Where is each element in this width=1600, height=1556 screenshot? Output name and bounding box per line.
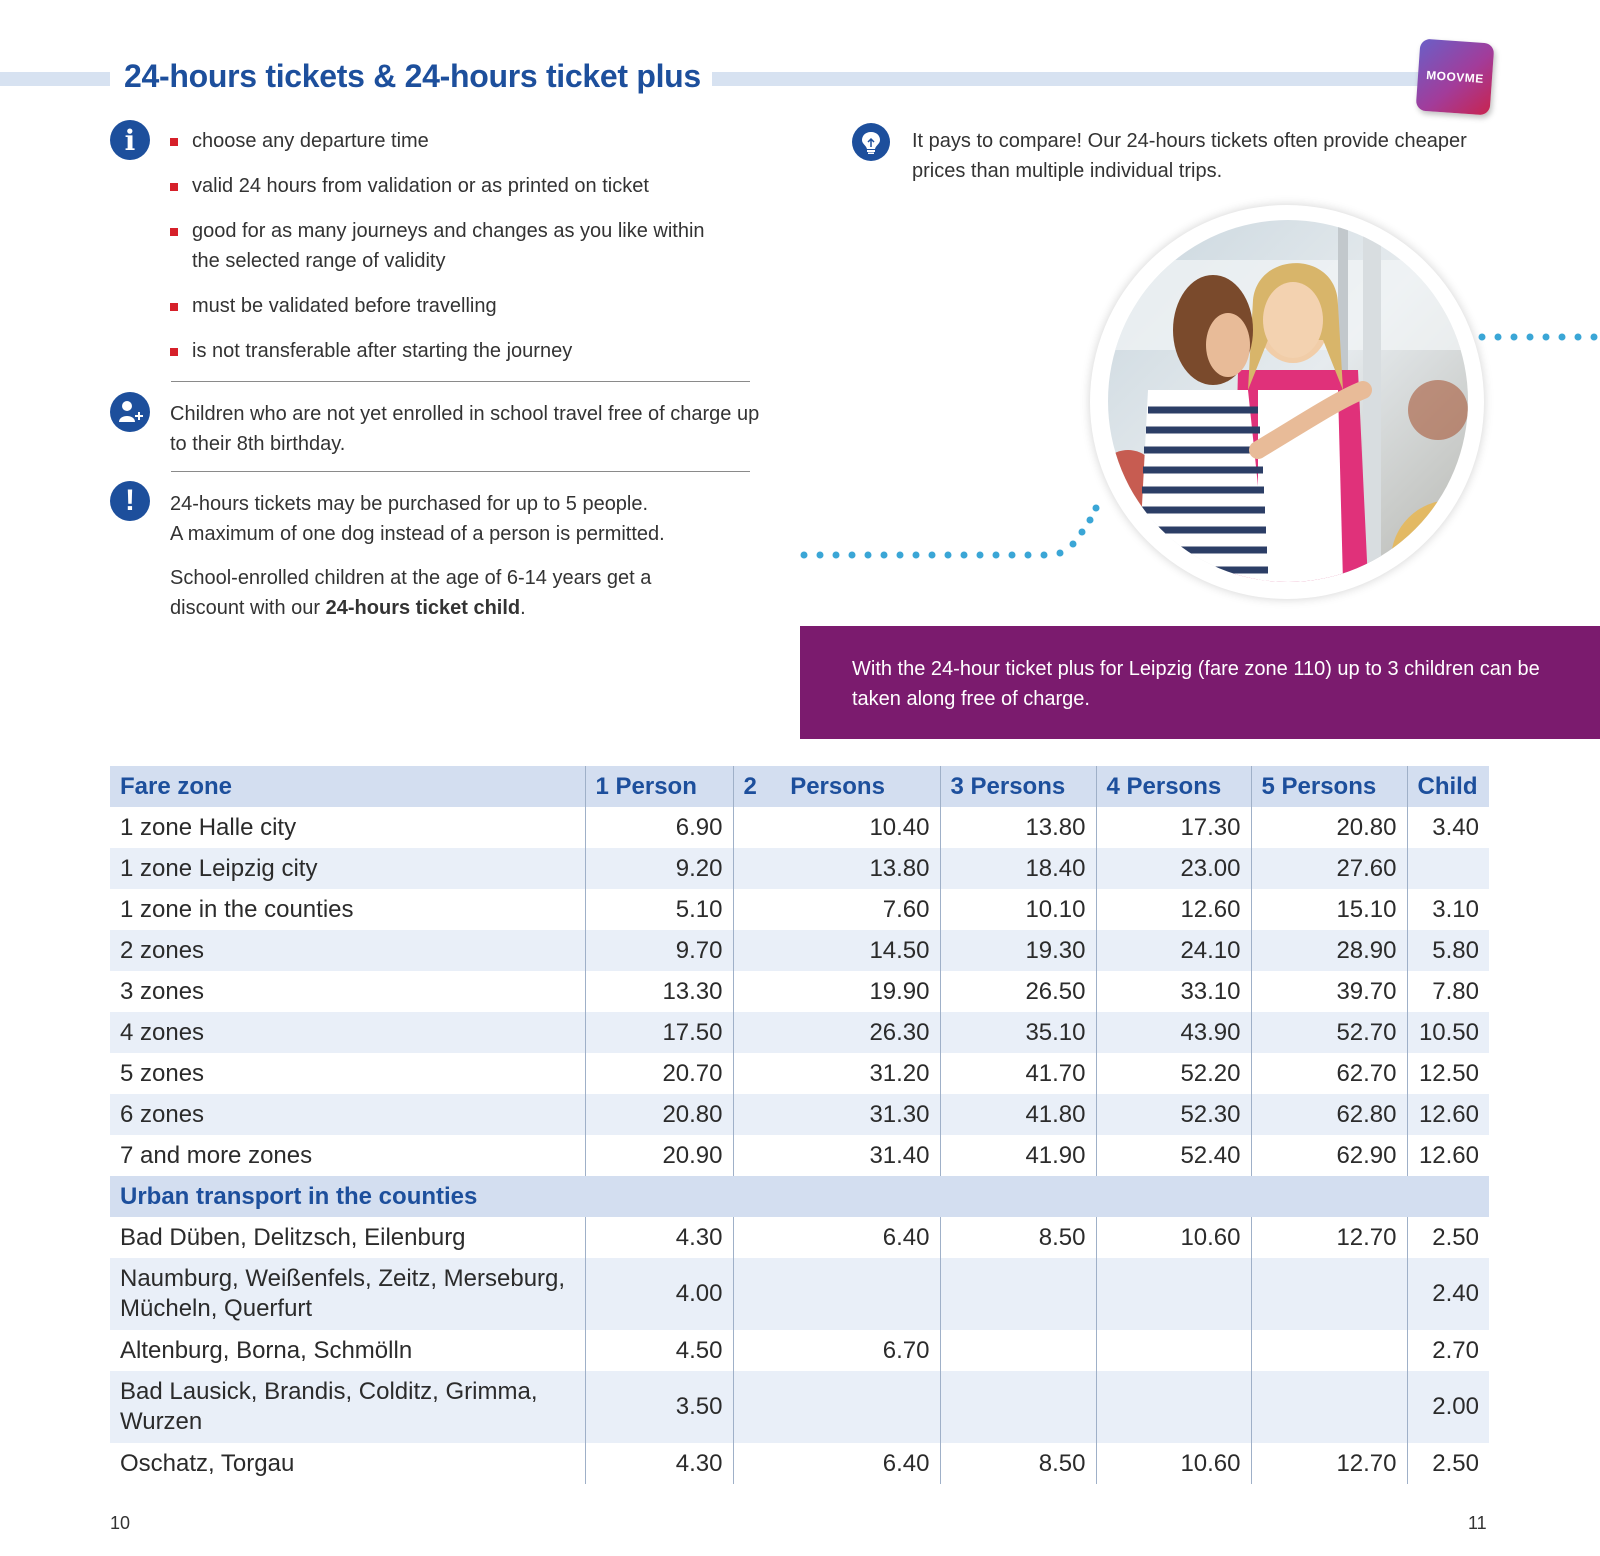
price-cell: 19.90: [733, 971, 940, 1012]
price-cell: [1251, 1330, 1407, 1371]
people-on-tram-photo: [1108, 220, 1468, 582]
header-child: Child: [1407, 766, 1489, 807]
price-cell: 4.50: [585, 1330, 733, 1371]
page-title: 24-hours tickets & 24-hours ticket plus: [124, 58, 701, 94]
price-cell: 23.00: [1096, 848, 1251, 889]
price-cell: 20.90: [585, 1135, 733, 1176]
table-row: [110, 889, 1489, 930]
school-text: School-enrolled children at the age of 6-14 years get a discount with our: [170, 567, 652, 619]
price-cell: [1096, 1371, 1251, 1443]
zone-cell: Naumburg, Weißenfels, Zeitz, Merseburg, Mücheln, Querfurt: [110, 1258, 585, 1330]
zone-cell: Oschatz, Torgau: [120, 1449, 295, 1477]
table-row: [110, 1135, 1489, 1176]
price-cell: [1096, 1330, 1251, 1371]
price-cell: 5.10: [585, 889, 733, 930]
table-header-row: [110, 766, 1489, 807]
info-icon: i: [110, 120, 150, 160]
zone-cell: 1 zone in the counties: [120, 895, 354, 923]
price-cell: 33.10: [1096, 971, 1251, 1012]
price-cell: 62.80: [1251, 1094, 1407, 1135]
divider: [171, 471, 750, 472]
price-cell: 43.90: [1096, 1012, 1251, 1053]
table-row: [110, 1258, 1489, 1330]
price-cell: 2.50: [1407, 1443, 1489, 1484]
ticket-features-list: [168, 126, 728, 381]
title-bar-decoration-right: [712, 72, 1450, 86]
price-cell: 10.60: [1096, 1443, 1251, 1484]
header-5-persons: 5 Persons: [1251, 766, 1407, 807]
price-cell: 41.70: [940, 1053, 1096, 1094]
zone-cell: 6 zones: [110, 1094, 585, 1135]
price-cell: 6.40: [733, 1443, 940, 1484]
school-children-note: [170, 563, 730, 623]
price-cell: 10.60: [1096, 1217, 1251, 1258]
price-cell: 13.80: [940, 807, 1096, 848]
header-4-persons: 4 Persons: [1096, 766, 1251, 807]
zone-cell: Bad Lausick, Brandis, Colditz, Grimma, Wurzen: [110, 1371, 585, 1443]
table-row: [110, 1012, 1489, 1053]
fare-table: [110, 766, 1489, 1484]
price-cell: 6.70: [733, 1330, 940, 1371]
table-row: [110, 971, 1489, 1012]
price-cell: 2.70: [1407, 1330, 1489, 1371]
divider: [171, 381, 750, 382]
price-cell: 17.30: [1096, 807, 1251, 848]
section-title: Urban transport in the counties: [110, 1176, 1489, 1217]
price-cell: 18.40: [940, 848, 1096, 889]
price-cell: 20.70: [585, 1053, 733, 1094]
leipzig-plus-info-box: [800, 626, 1600, 739]
price-cell: 3.40: [1407, 807, 1489, 848]
price-cell: 13.30: [585, 971, 733, 1012]
table-row: [110, 1330, 1489, 1371]
title-bar-decoration-left: [0, 72, 110, 86]
list-item: is not transferable after starting the journey: [168, 336, 728, 366]
dog-note-line: A maximum of one dog instead of a person is permitted.: [170, 523, 665, 545]
price-cell: 31.30: [733, 1094, 940, 1135]
zone-cell: 1 zone Leipzig city: [110, 848, 585, 889]
price-cell: 10.50: [1407, 1012, 1489, 1053]
table-row: [110, 930, 1489, 971]
price-cell: 2.50: [1407, 1217, 1489, 1258]
price-cell: 41.90: [940, 1135, 1096, 1176]
price-cell: [1251, 1258, 1407, 1330]
leipzig-plus-text: With the 24-hour ticket plus for Leipzig (fare zone 110) up to 3 children can be taken along free of charge.: [852, 658, 1540, 710]
zone-cell: 4 zones: [110, 1012, 585, 1053]
dotted-line-decoration: [800, 500, 1120, 565]
price-cell: 12.70: [1251, 1217, 1407, 1258]
price-cell: 17.50: [585, 1012, 733, 1053]
zone-cell: Bad Düben, Delitzsch, Eilenburg: [120, 1223, 466, 1251]
price-cell: 9.70: [585, 930, 733, 971]
price-cell: [940, 1330, 1096, 1371]
table-row: [110, 1053, 1489, 1094]
price-cell: 12.60: [1096, 889, 1251, 930]
price-cell: 19.30: [940, 930, 1096, 971]
list-item: valid 24 hours from validation or as printed on ticket: [168, 171, 728, 201]
header-3-persons: 3 Persons: [940, 766, 1096, 807]
price-cell: 7.60: [733, 889, 940, 930]
price-cell: 14.50: [733, 930, 940, 971]
lightbulb-icon: [852, 123, 890, 161]
zone-cell: 7 and more zones: [120, 1141, 313, 1169]
price-cell: 26.50: [940, 971, 1096, 1012]
table-row: [110, 1217, 1489, 1258]
price-cell: 62.70: [1251, 1053, 1407, 1094]
table-row: [110, 848, 1489, 889]
page-number-left: 10: [110, 1513, 131, 1533]
table-row: [110, 807, 1489, 848]
price-cell: [940, 1371, 1096, 1443]
price-cell: 2.40: [1407, 1258, 1489, 1330]
zone-cell: 5 zones: [120, 1059, 205, 1087]
price-cell: 13.80: [733, 848, 940, 889]
price-cell: 31.40: [733, 1135, 940, 1176]
compare-tip: It pays to compare! Our 24-hours tickets often provide cheaper prices than multiple individual trips.: [912, 130, 1467, 182]
page-number-right: 11: [1468, 1513, 1487, 1533]
header-2-number: 2: [743, 772, 757, 800]
price-cell: 12.50: [1407, 1053, 1489, 1094]
list-item: must be validated before travelling: [168, 291, 728, 321]
price-cell: 52.30: [1096, 1094, 1251, 1135]
price-cell: 31.20: [733, 1053, 940, 1094]
price-cell: 6.90: [585, 807, 733, 848]
table-row: [110, 1443, 1489, 1484]
price-cell: 5.80: [1407, 930, 1489, 971]
price-cell: [1096, 1258, 1251, 1330]
price-cell: 2.00: [1407, 1371, 1489, 1443]
price-cell: 7.80: [1407, 971, 1489, 1012]
price-cell: [733, 1258, 940, 1330]
price-cell: [1251, 1371, 1407, 1443]
price-cell: 35.10: [940, 1012, 1096, 1053]
price-cell: 12.60: [1407, 1135, 1489, 1176]
header-2-persons: [733, 766, 940, 807]
price-cell: 10.10: [940, 889, 1096, 930]
price-cell: 8.50: [940, 1443, 1096, 1484]
price-cell: 4.30: [585, 1217, 733, 1258]
price-cell: 4.30: [585, 1443, 733, 1484]
moovme-logo: [1416, 39, 1495, 116]
zone-cell: 1 zone Halle city: [120, 813, 297, 841]
header-2-label: Persons: [790, 772, 885, 800]
price-cell: 41.80: [940, 1094, 1096, 1135]
price-cell: 52.70: [1251, 1012, 1407, 1053]
logo-text: MOOVME: [1425, 68, 1485, 86]
price-cell: [733, 1371, 940, 1443]
price-cell: 4.00: [585, 1258, 733, 1330]
section-header-row: [110, 1176, 1489, 1217]
price-cell: 8.50: [940, 1217, 1096, 1258]
price-cell: 20.80: [585, 1094, 733, 1135]
table-row: [110, 1371, 1489, 1443]
price-cell: [1407, 848, 1489, 889]
group-limit-note: [170, 489, 760, 549]
price-cell: 52.20: [1096, 1053, 1251, 1094]
price-cell: 3.50: [585, 1371, 733, 1443]
price-cell: 28.90: [1251, 930, 1407, 971]
children-free-note: Children who are not yet enrolled in school travel free of charge up to their 8th birthday.: [170, 403, 760, 455]
price-cell: 9.20: [585, 848, 733, 889]
zone-cell: 2 zones: [110, 930, 585, 971]
price-cell: 24.10: [1096, 930, 1251, 971]
price-cell: 15.10: [1251, 889, 1407, 930]
price-cell: 26.30: [733, 1012, 940, 1053]
price-cell: 20.80: [1251, 807, 1407, 848]
price-cell: 12.60: [1407, 1094, 1489, 1135]
exclamation-icon: !: [110, 481, 150, 521]
price-cell: 62.90: [1251, 1135, 1407, 1176]
price-cell: 39.70: [1251, 971, 1407, 1012]
price-cell: 12.70: [1251, 1443, 1407, 1484]
table-row: [110, 1094, 1489, 1135]
list-item: choose any departure time: [168, 126, 728, 156]
price-cell: 10.40: [733, 807, 940, 848]
price-cell: 6.40: [733, 1217, 940, 1258]
zone-cell: 3 zones: [120, 977, 205, 1005]
price-cell: 27.60: [1251, 848, 1407, 889]
header-fare-zone: Fare zone: [110, 766, 585, 807]
list-item: good for as many journeys and changes as you like within the selected range of validity: [168, 216, 728, 276]
group-limit-line: 24-hours tickets may be purchased for up to 5 people.: [170, 493, 649, 515]
price-cell: 52.40: [1096, 1135, 1251, 1176]
price-cell: [940, 1258, 1096, 1330]
ticket-child-name: 24-hours ticket child: [325, 597, 521, 619]
school-end: .: [520, 597, 526, 619]
dotted-line-decoration: [1478, 329, 1600, 347]
price-cell: 3.10: [1407, 889, 1489, 930]
zone-cell: Altenburg, Borna, Schmölln: [120, 1336, 413, 1364]
child-plus-icon: [110, 392, 150, 432]
header-1-person: 1 Person: [585, 766, 733, 807]
